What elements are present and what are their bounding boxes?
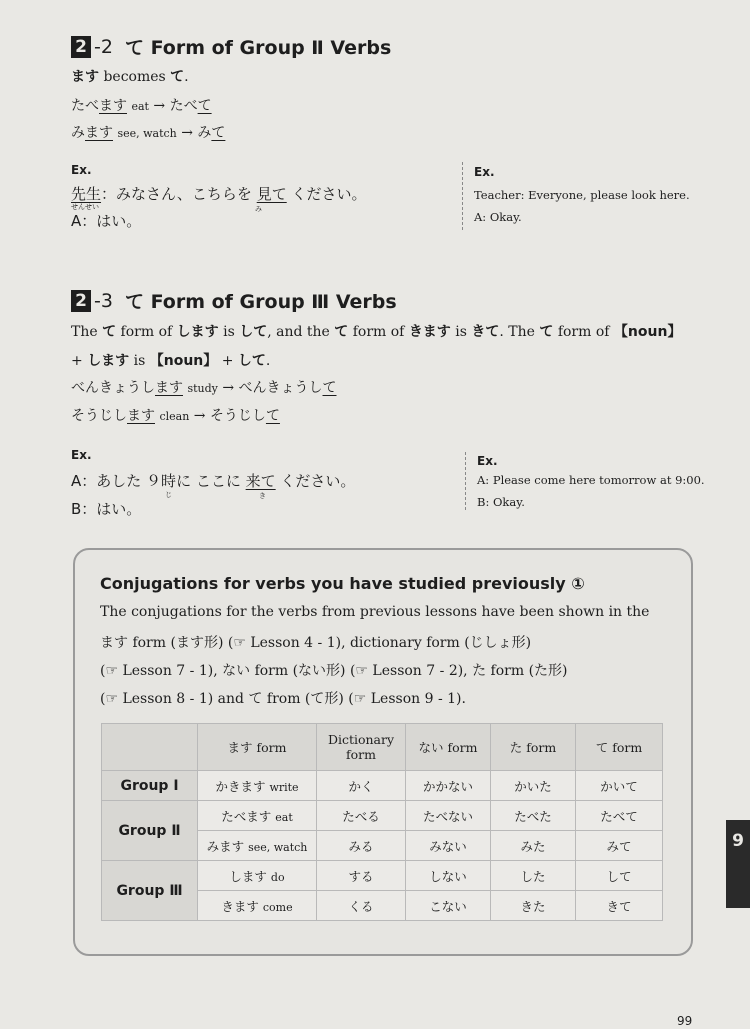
table-header-nai: ない form <box>406 724 491 771</box>
table-row <box>102 801 663 831</box>
rule-text: + <box>217 353 238 369</box>
section-subnumber: -2 <box>94 35 113 58</box>
cell-te: きて <box>576 891 663 921</box>
furigana-mi: み <box>255 205 262 213</box>
verb-stem: たべ <box>71 98 99 114</box>
verb-ending: ます <box>85 125 113 141</box>
group-label: Group Ⅰ <box>102 771 198 801</box>
english-example-line-2: B: Okay. <box>477 495 525 509</box>
page-number: 99 <box>677 1014 693 1028</box>
box-title: Conjugations for verbs you have studied previously ① <box>100 574 585 593</box>
rule-text: , and the <box>267 324 335 340</box>
rule-te: て <box>170 69 185 85</box>
verb-ending: ます <box>99 98 127 114</box>
word-ji: ９時 <box>146 472 177 490</box>
rule-noun: 【noun】 <box>613 324 682 340</box>
rule-2-3-line-2 <box>71 350 270 370</box>
rule-2-2 <box>71 66 189 86</box>
furigana-sensei: せんせい <box>71 203 99 211</box>
section-number-box: 2 <box>71 290 91 312</box>
rule-text: form of <box>553 324 614 340</box>
cell-te: たべて <box>576 801 663 831</box>
cell-ta: みた <box>491 831 576 861</box>
conjugation-table <box>101 723 663 921</box>
section-title: て Form of Group Ⅱ Verbs <box>124 37 392 59</box>
verb-gloss: study <box>187 382 218 395</box>
rule-te: て <box>539 324 554 340</box>
rule-masu: ます <box>71 69 99 85</box>
table-header-dictionary: Dictionary form <box>317 724 406 771</box>
cell-nai: かかない <box>406 771 491 801</box>
cell-masu: します do <box>198 861 317 891</box>
verb-gloss: eat <box>131 100 149 113</box>
verb-gloss: see, watch <box>117 127 177 140</box>
section-2-2-heading <box>71 33 391 60</box>
rule-text: . <box>265 353 271 369</box>
cell-masu: たべます eat <box>198 801 317 831</box>
rule-te: て <box>102 324 117 340</box>
cell-masu: かきます write <box>198 771 317 801</box>
verb-gloss: clean <box>159 410 190 423</box>
divider <box>465 452 466 510</box>
cell-dict: かく <box>317 771 406 801</box>
english-example-label: Ex. <box>477 454 498 468</box>
cell-dict: くる <box>317 891 406 921</box>
example-benkyoushimasu <box>71 377 337 397</box>
rule-shite: して <box>237 353 266 369</box>
table-header-te: て form <box>576 724 663 771</box>
table-header-masu: ます form <box>198 724 317 771</box>
section-title: て Form of Group Ⅲ Verbs <box>124 291 397 313</box>
result-stem: そうじし <box>209 408 266 424</box>
cell-nai: こない <box>406 891 491 921</box>
cell-ta: きた <box>491 891 576 921</box>
cell-dict: する <box>317 861 406 891</box>
english-example-line-1: Teacher: Everyone, please look here. <box>474 188 690 202</box>
box-text-line-2: ます form (ます形) (☞ Lesson 4 - 1), dictionary form (じしょ形) <box>100 635 532 651</box>
rule-text: form of <box>116 324 177 340</box>
rule-text: is <box>218 324 240 340</box>
jp-text: A：あした <box>71 472 142 490</box>
rule-kimasu: きます <box>408 324 451 340</box>
jp-example-line-1 <box>71 470 355 491</box>
chapter-tab: 9 <box>726 820 750 908</box>
cell-ta: した <box>491 861 576 891</box>
rule-text: + <box>71 353 88 369</box>
cell-dict: みる <box>317 831 406 861</box>
result-ending: て <box>211 125 226 141</box>
section-number-box: 2 <box>71 36 91 58</box>
furigana-ki: き <box>259 492 266 500</box>
jp-text: に ここに <box>176 472 241 490</box>
jp-example-line-2: A：はい。 <box>71 212 142 230</box>
cell-ta: かいた <box>491 771 576 801</box>
table-header-corner <box>102 724 198 771</box>
section-subnumber: -3 <box>94 289 113 312</box>
rule-2-3-line-1 <box>71 321 681 341</box>
jp-example-line-1 <box>71 183 367 204</box>
result-stem: べんきょうし <box>238 380 323 396</box>
cell-nai: みない <box>406 831 491 861</box>
rule-text: form of <box>348 324 409 340</box>
cell-te: かいて <box>576 771 663 801</box>
verb-stem: み <box>71 125 85 141</box>
box-text-line-1: The conjugations for the verbs from previous lessons have been shown in the <box>100 604 650 620</box>
cell-nai: たべない <box>406 801 491 831</box>
arrow-icon: → <box>181 125 193 141</box>
english-example-line-2: A: Okay. <box>474 210 522 224</box>
cell-te: みて <box>576 831 663 861</box>
jp-text-end: ください。 <box>280 472 356 490</box>
cell-dict: たべる <box>317 801 406 831</box>
example-mimasu <box>71 122 225 142</box>
arrow-icon: → <box>193 408 206 424</box>
jp-text-end: ください。 <box>291 185 367 203</box>
section-2-3-heading <box>71 287 397 314</box>
arrow-icon: → <box>153 98 166 114</box>
rule-text: becomes <box>99 69 171 85</box>
example-label: Ex. <box>71 448 92 462</box>
box-text-line-4: (☞ Lesson 8 - 1) and て from (て形) (☞ Lesson 9 - 1). <box>100 691 466 707</box>
example-tabemasu <box>71 95 212 115</box>
rule-text: is <box>129 353 150 369</box>
verb-mite: 見て <box>256 185 287 203</box>
group-label: Group Ⅱ <box>102 801 198 861</box>
example-label: Ex. <box>71 163 92 177</box>
table-header-ta: た form <box>491 724 576 771</box>
result-stem: み <box>197 125 212 141</box>
verb-stem: そうじし <box>71 408 127 424</box>
rule-noun: 【noun】 <box>149 353 218 369</box>
group-label: Group Ⅲ <box>102 861 198 921</box>
rule-shite: して <box>239 324 268 340</box>
cell-nai: しない <box>406 861 491 891</box>
result-ending: て <box>322 380 337 396</box>
verb-stem: べんきょうし <box>71 380 155 396</box>
table-header-row <box>102 724 663 771</box>
rule-text: . The <box>499 324 540 340</box>
rule-end: . <box>184 69 189 85</box>
result-ending: て <box>265 408 280 424</box>
rule-text: is <box>450 324 472 340</box>
jp-example-line-2: B：はい。 <box>71 500 142 518</box>
rule-text: The <box>71 324 103 340</box>
table-row <box>102 861 663 891</box>
furigana-ji: じ <box>165 491 172 499</box>
rule-te: て <box>334 324 349 340</box>
english-example-label: Ex. <box>474 165 495 179</box>
english-example-line-1: A: Please come here tomorrow at 9:00. <box>477 473 705 487</box>
cell-masu: きます come <box>198 891 317 921</box>
divider <box>462 162 463 230</box>
result-ending: て <box>197 98 212 114</box>
verb-ending: ます <box>155 380 183 396</box>
cell-ta: たべた <box>491 801 576 831</box>
verb-ending: ます <box>127 408 155 424</box>
rule-kite: きて <box>471 324 500 340</box>
rule-shimasu: します <box>87 353 130 369</box>
example-soujishimasu <box>71 405 280 425</box>
cell-masu: みます see, watch <box>198 831 317 861</box>
cell-te: して <box>576 861 663 891</box>
rule-shimasu: します <box>176 324 219 340</box>
verb-kite: 来て <box>245 472 276 490</box>
arrow-icon: → <box>222 380 235 396</box>
word-sensei: 先生 <box>71 185 102 203</box>
box-text-line-3: (☞ Lesson 7 - 1), ない form (ない形) (☞ Lesson 7 - 2), た form (た形) <box>100 663 568 679</box>
table-row <box>102 771 663 801</box>
result-stem: たべ <box>169 98 198 114</box>
jp-text: ：みなさん、こちらを <box>101 185 252 203</box>
